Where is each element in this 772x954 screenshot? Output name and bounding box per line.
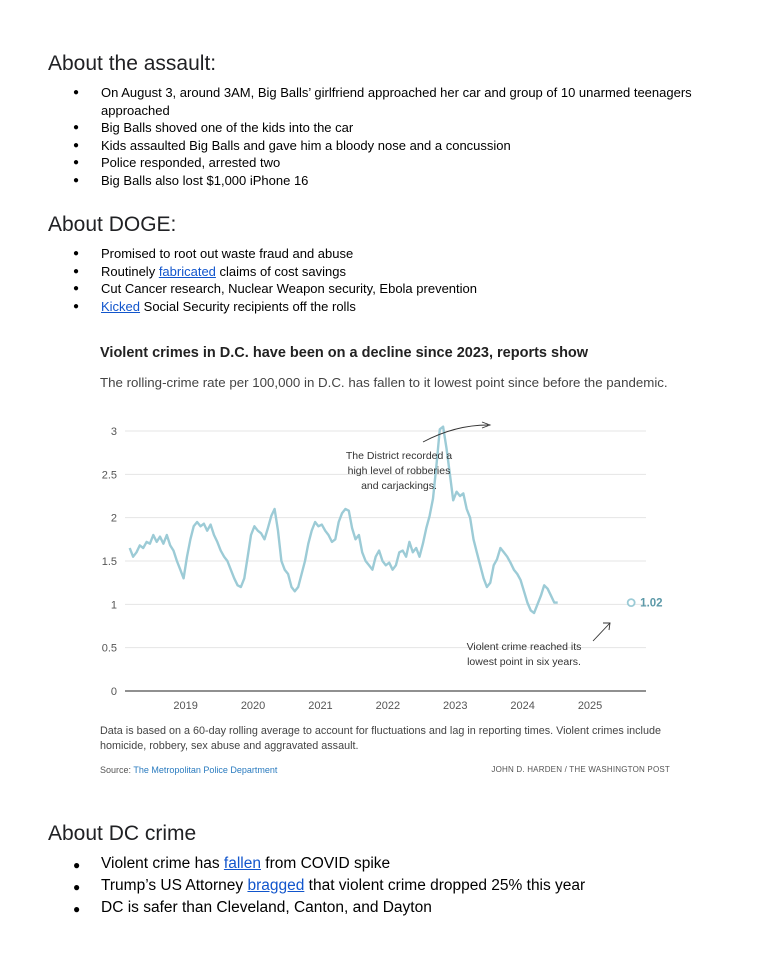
annotation-text: The District recorded a (345, 450, 453, 462)
section-heading-dc-crime: About DC crime (48, 822, 197, 845)
section-heading-assault: About the assault: (48, 52, 217, 75)
list-item: ● Big Balls shoved one of the kids into the car (48, 119, 728, 137)
y-tick-label: 3 (110, 426, 117, 438)
y-tick-label: 0 (110, 686, 117, 698)
last-point-marker (628, 599, 635, 606)
annotation-text: lowest point in six years. (467, 656, 581, 668)
chart-plot (90, 415, 686, 715)
x-tick-label: 2024 (510, 700, 535, 712)
chart-credit: JOHN D. HARDEN / THE WASHINGTON POST (491, 765, 670, 774)
list-item (48, 853, 728, 875)
last-value-label: 1.02 (640, 597, 663, 610)
assault-list (48, 84, 728, 190)
annotation-text: high level of robberies (347, 465, 451, 477)
chart-subtitle: The rolling-crime rate per 100,000 in D.C. has fallen to it lowest point since before the pandemic. (100, 375, 668, 390)
list-item: ● Big Balls also lost $1,000 iPhone 16 (48, 172, 728, 190)
y-tick-label: 0.5 (101, 642, 117, 655)
x-tick-label: 2023 (443, 700, 468, 712)
y-tick-label: 2 (110, 512, 117, 525)
source-label: Source: (100, 765, 134, 775)
x-tick-label: 2025 (577, 700, 603, 712)
series-line (130, 427, 558, 613)
list-item: ● On August 3, around 3AM, Big Balls’ girlfriend approached her car and group of 10 unarmed teenagers approached (48, 84, 728, 119)
dc-crime-list (48, 853, 728, 919)
list-item-text: that violent crime dropped 25% this year (304, 877, 586, 894)
list-item-text: from COVID spike (260, 855, 391, 872)
list-item-text: Violent crime has (101, 855, 224, 872)
chart-note: Data is based on a 60-day rolling average to account for fluctuations and lag in reporting times. Violent crimes include homicide, robbery, sex abuse and aggravated assault. (100, 725, 661, 752)
annotation-text: Violent crime reached its (466, 641, 582, 653)
x-tick-label: 2022 (375, 700, 401, 712)
doge-list (48, 245, 728, 315)
list-item (48, 263, 728, 281)
x-tick-label: 2019 (173, 700, 198, 712)
list-item-text: Trump’s US Attorney (101, 877, 248, 894)
y-tick-label: 2.5 (101, 469, 117, 482)
list-item (48, 298, 728, 316)
y-tick-label: 1 (110, 599, 117, 612)
y-tick-label: 1.5 (101, 556, 117, 568)
annotation-text: and carjackings. (361, 480, 437, 492)
list-item (48, 875, 728, 897)
section-heading-doge: About DOGE: (48, 213, 177, 236)
list-item-text: Social Security recipients off the rolls (140, 298, 356, 314)
list-item: ● Police responded, arrested two (48, 154, 728, 172)
chart-source (100, 765, 277, 775)
list-item: ● Promised to root out waste fraud and abuse (48, 245, 728, 263)
source-link[interactable]: The Metropolitan Police Department (133, 765, 278, 775)
crime-chart (90, 335, 686, 793)
chart-title: Violent crimes in D.C. have been on a decline since 2023, reports show (100, 345, 589, 361)
list-item-text: Routinely (101, 263, 159, 279)
fallen-link[interactable]: fallen (223, 855, 261, 872)
x-tick-label: 2020 (240, 700, 266, 712)
annotation-arrow (593, 623, 610, 641)
annotation-arrow (423, 425, 488, 442)
list-item: ● DC is safer than Cleveland, Canton, and Dayton (48, 897, 728, 919)
kicked-link[interactable]: Kicked (101, 298, 141, 314)
bragged-link[interactable]: bragged (247, 877, 305, 894)
list-item-text: claims of cost savings (215, 263, 346, 279)
list-item: ● Cut Cancer research, Nuclear Weapon security, Ebola prevention (48, 280, 728, 298)
x-tick-label: 2021 (308, 700, 333, 712)
list-item: ● Kids assaulted Big Balls and gave him a bloody nose and a concussion (48, 137, 728, 155)
fabricated-link[interactable]: fabricated (158, 263, 216, 279)
